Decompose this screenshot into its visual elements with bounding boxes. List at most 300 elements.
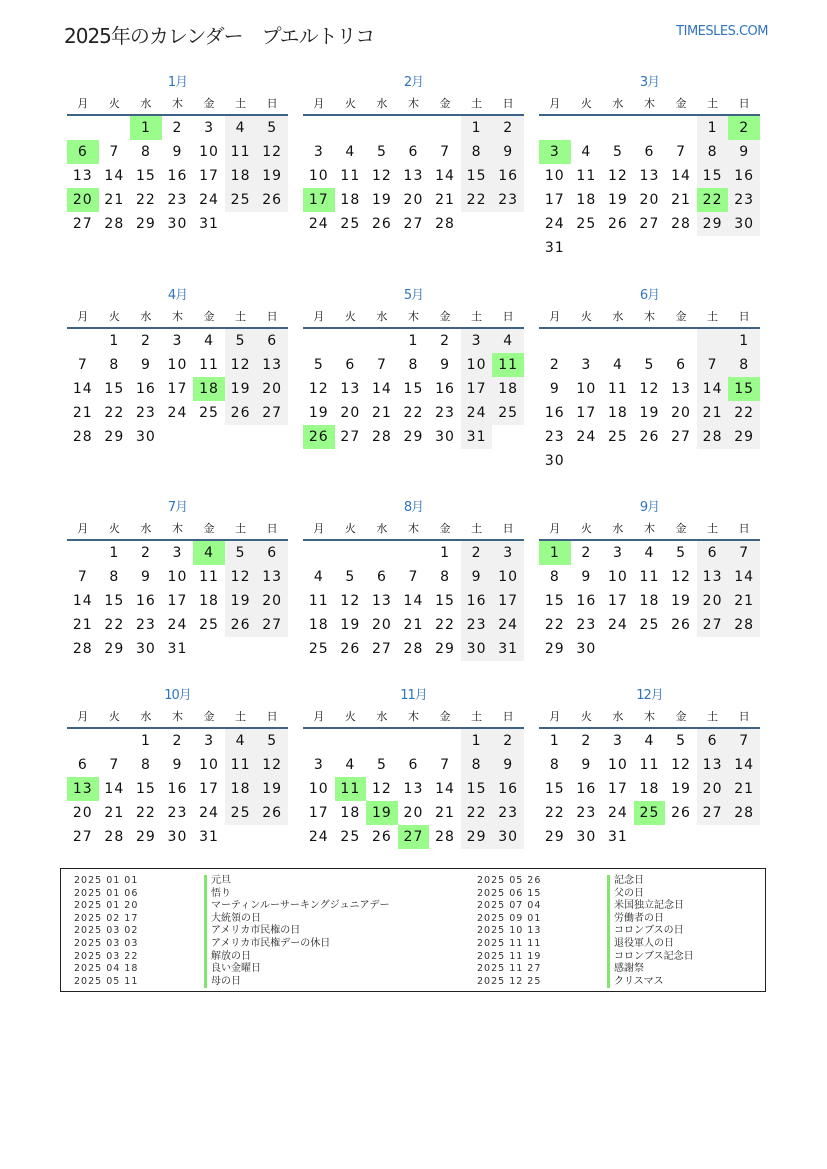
day-cell: 18: [639, 593, 660, 609]
weekday-label: 日: [738, 522, 750, 535]
day-cell: 28: [104, 829, 125, 845]
day-cell: 1: [109, 333, 120, 349]
day-cell: 18: [607, 405, 628, 421]
day-cell: 13: [403, 168, 424, 184]
holiday-date: 2025 11 27: [477, 963, 542, 975]
weekday-header: [539, 707, 760, 727]
month-9: [539, 497, 760, 661]
day-grid: [303, 329, 524, 449]
holiday-row: [74, 888, 389, 901]
empty-cell: [67, 729, 99, 753]
day-cell: 17: [607, 781, 628, 797]
holiday-name: 父の日: [607, 888, 644, 901]
day-cell: 22: [135, 805, 156, 821]
empty-cell: [728, 449, 760, 473]
weekday-label: 土: [235, 710, 247, 723]
weekday-label: 土: [235, 310, 247, 323]
weekday-header: [67, 307, 288, 327]
day-cell: 7: [408, 569, 419, 585]
weekday-label: 金: [439, 97, 451, 110]
day-cell: 9: [140, 357, 151, 373]
weekday-label: 水: [612, 97, 624, 110]
day-cell: 19: [225, 377, 257, 401]
day-cell: 23: [728, 188, 760, 212]
weekday-label: 金: [439, 310, 451, 323]
month-name: 10月: [164, 688, 191, 703]
empty-cell: [539, 116, 571, 140]
weekday-label: 月: [77, 97, 89, 110]
day-cell: 7: [697, 353, 729, 377]
day-cell: 23: [576, 805, 597, 821]
day-cell: 26: [225, 401, 257, 425]
month-name: 12月: [636, 688, 663, 703]
empty-cell: [571, 449, 603, 473]
day-cell: 10: [167, 569, 188, 585]
holiday-name: 労働者の日: [607, 913, 664, 926]
day-cell: 21: [104, 192, 125, 208]
month-name: 6月: [639, 288, 660, 303]
day-cell: 20: [697, 777, 729, 801]
weekday-label: 日: [738, 310, 750, 323]
day-cell: 28: [104, 216, 125, 232]
holiday-name: 感謝祭: [607, 963, 644, 976]
weekday-label: 水: [376, 710, 388, 723]
day-cell: 19: [225, 589, 257, 613]
holiday-date: 2025 03 02: [74, 925, 139, 937]
day-cell: 7: [440, 144, 450, 160]
weekday-label: 木: [171, 310, 183, 323]
day-cell: 4: [225, 729, 257, 753]
weekday-label: 木: [643, 522, 655, 535]
weekday-header: [303, 94, 524, 114]
weekday-label: 金: [439, 522, 451, 535]
holiday-row: [477, 875, 694, 888]
empty-cell: [697, 637, 729, 661]
empty-cell: [366, 541, 398, 565]
day-cell: 19: [256, 164, 288, 188]
day-cell: 1: [140, 733, 151, 749]
day-cell: 7: [728, 729, 760, 753]
weekday-label: 火: [108, 310, 120, 323]
empty-cell: [303, 116, 335, 140]
day-cell: 24: [308, 216, 329, 232]
empty-cell: [665, 329, 697, 353]
day-cell: 8: [549, 757, 560, 773]
weekday-label: 木: [407, 522, 419, 535]
empty-cell: [193, 425, 225, 449]
day-cell: 18: [340, 805, 361, 821]
day-cell: 18: [225, 777, 257, 801]
weekday-header: [67, 707, 288, 727]
day-cell: 22: [544, 617, 565, 633]
month-7: [67, 497, 288, 661]
day-cell: 24: [308, 829, 329, 845]
weekday-label: 金: [203, 97, 215, 110]
empty-cell: [335, 116, 367, 140]
day-cell: 16: [135, 381, 156, 397]
holiday-row: [74, 925, 389, 938]
weekday-header: [67, 94, 288, 114]
day-cell: 5: [225, 541, 257, 565]
day-cell: 17: [303, 188, 335, 212]
day-cell: 4: [644, 545, 655, 561]
day-cell: 15: [461, 164, 493, 188]
day-grid: [539, 116, 760, 260]
day-cell: 9: [492, 140, 524, 164]
day-cell: 29: [697, 212, 729, 236]
day-cell: 25: [607, 429, 628, 445]
weekday-header: [539, 519, 760, 539]
day-cell: 22: [104, 405, 125, 421]
month-name: 9月: [639, 500, 660, 515]
day-cell: 29: [104, 429, 125, 445]
day-cell: 23: [135, 405, 156, 421]
day-cell: 12: [371, 781, 392, 797]
site-link[interactable]: TIMESLES.COM: [676, 24, 768, 39]
empty-cell: [335, 729, 367, 753]
day-cell: 6: [408, 144, 419, 160]
day-cell: 20: [639, 192, 660, 208]
day-grid: [67, 729, 288, 849]
day-cell: 4: [225, 116, 257, 140]
day-cell: 4: [612, 357, 623, 373]
day-cell: 24: [544, 216, 565, 232]
day-cell: 24: [167, 617, 188, 633]
weekday-label: 金: [203, 710, 215, 723]
day-cell: 9: [581, 757, 592, 773]
day-cell: 29: [728, 425, 760, 449]
day-cell: 21: [72, 405, 93, 421]
month-name: 1月: [167, 75, 188, 90]
weekday-label: 火: [580, 710, 592, 723]
weekday-label: 月: [549, 710, 561, 723]
day-cell: 28: [728, 801, 760, 825]
weekday-label: 水: [612, 522, 624, 535]
day-cell: 23: [435, 405, 455, 421]
day-cell: 2: [140, 333, 151, 349]
day-cell: 30: [167, 829, 188, 845]
day-cell: 27: [256, 401, 288, 425]
empty-cell: [728, 825, 760, 849]
day-cell: 25: [340, 216, 361, 232]
day-cell: 14: [104, 781, 125, 797]
day-cell: 26: [256, 801, 288, 825]
month-8: [303, 497, 524, 661]
day-cell: 9: [461, 565, 493, 589]
holiday-name: マーティンルーサーキングジュニアデー: [204, 900, 389, 913]
day-cell: 20: [256, 589, 288, 613]
day-cell: 5: [256, 116, 288, 140]
holiday-row: [74, 875, 389, 888]
day-cell: 14: [104, 168, 125, 184]
day-cell: 31: [167, 641, 188, 657]
day-cell: 2: [492, 116, 524, 140]
empty-cell: [256, 637, 288, 661]
day-cell: 8: [440, 569, 450, 585]
weekday-label: 火: [344, 522, 356, 535]
day-cell: 11: [335, 777, 367, 801]
day-cell: 14: [72, 593, 93, 609]
empty-cell: [67, 329, 99, 353]
day-cell: 18: [340, 192, 361, 208]
weekday-label: 日: [502, 310, 514, 323]
day-cell: 15: [104, 381, 125, 397]
month-name: 3月: [639, 75, 660, 90]
day-cell: 3: [313, 144, 324, 160]
day-cell: 3: [204, 120, 214, 136]
day-cell: 5: [676, 545, 686, 561]
empty-cell: [366, 116, 398, 140]
day-cell: 9: [492, 753, 524, 777]
holiday-date: 2025 01 20: [74, 900, 139, 912]
holiday-date: 2025 05 11: [74, 975, 139, 987]
holiday-name: 退役軍人の日: [607, 938, 674, 951]
day-cell: 11: [492, 353, 524, 377]
day-cell: 11: [340, 168, 361, 184]
day-cell: 24: [461, 401, 493, 425]
day-cell: 17: [167, 381, 188, 397]
weekday-label: 土: [707, 310, 719, 323]
holiday-row: [477, 963, 694, 976]
day-cell: 15: [435, 593, 455, 609]
day-cell: 30: [544, 453, 565, 469]
day-cell: 2: [492, 729, 524, 753]
empty-cell: [492, 425, 524, 449]
day-cell: 17: [308, 805, 329, 821]
day-cell: 13: [340, 381, 361, 397]
day-cell: 24: [576, 429, 597, 445]
empty-cell: [602, 637, 634, 661]
day-cell: 22: [461, 801, 493, 825]
day-cell: 15: [135, 781, 156, 797]
weekday-label: 木: [171, 710, 183, 723]
day-cell: 15: [403, 381, 424, 397]
holiday-row: [477, 938, 694, 951]
month-2: [303, 72, 524, 236]
empty-cell: [225, 212, 257, 236]
day-cell: 17: [607, 593, 628, 609]
day-cell: 25: [225, 801, 257, 825]
day-cell: 21: [72, 617, 93, 633]
weekday-label: 火: [108, 522, 120, 535]
weekday-label: 火: [580, 97, 592, 110]
day-cell: 3: [461, 329, 493, 353]
day-cell: 23: [167, 192, 188, 208]
day-cell: 21: [435, 805, 455, 821]
empty-cell: [99, 729, 131, 753]
day-cell: 23: [576, 617, 597, 633]
day-cell: 4: [581, 144, 592, 160]
month-1: [67, 72, 288, 236]
weekday-header: [539, 307, 760, 327]
day-cell: 24: [607, 617, 628, 633]
day-cell: 25: [199, 617, 219, 633]
day-cell: 19: [366, 801, 398, 825]
holiday-name: 母の日: [204, 976, 241, 989]
empty-cell: [398, 116, 430, 140]
empty-cell: [492, 212, 524, 236]
day-cell: 25: [308, 641, 329, 657]
day-cell: 6: [256, 329, 288, 353]
weekday-label: 木: [643, 710, 655, 723]
day-cell: 28: [671, 216, 691, 232]
empty-cell: [303, 329, 335, 353]
day-cell: 19: [671, 593, 691, 609]
empty-cell: [398, 541, 430, 565]
empty-cell: [634, 825, 666, 849]
weekday-label: 土: [235, 97, 247, 110]
day-cell: 1: [130, 116, 162, 140]
day-cell: 1: [408, 333, 419, 349]
day-cell: 15: [544, 593, 565, 609]
day-cell: 26: [340, 641, 361, 657]
day-cell: 14: [697, 377, 729, 401]
day-grid: [303, 541, 524, 661]
holiday-row: [477, 913, 694, 926]
day-cell: 28: [72, 641, 93, 657]
day-cell: 25: [639, 617, 660, 633]
empty-cell: [225, 637, 257, 661]
weekday-label: 月: [77, 710, 89, 723]
holiday-name: 米国独立記念日: [607, 900, 684, 913]
empty-cell: [665, 236, 697, 260]
day-grid: [303, 729, 524, 849]
day-cell: 3: [313, 757, 324, 773]
day-cell: 3: [539, 140, 571, 164]
empty-cell: [602, 236, 634, 260]
day-cell: 17: [199, 168, 219, 184]
day-cell: 11: [225, 140, 257, 164]
weekday-label: 日: [738, 710, 750, 723]
weekday-label: 水: [140, 710, 152, 723]
day-cell: 9: [172, 144, 183, 160]
day-cell: 3: [172, 545, 183, 561]
weekday-label: 月: [549, 97, 561, 110]
empty-cell: [256, 425, 288, 449]
weekday-label: 日: [266, 310, 278, 323]
day-cell: 3: [204, 733, 214, 749]
weekday-label: 金: [675, 710, 687, 723]
month-name: 4月: [167, 288, 188, 303]
day-cell: 3: [172, 333, 183, 349]
day-cell: 26: [607, 216, 628, 232]
day-cell: 23: [492, 188, 524, 212]
empty-cell: [429, 116, 461, 140]
empty-cell: [256, 212, 288, 236]
holiday-row: [74, 913, 389, 926]
weekday-label: 土: [707, 710, 719, 723]
day-cell: 25: [225, 188, 257, 212]
page-title: 2025年のカレンダー プエルトリコ: [64, 24, 375, 48]
day-cell: 30: [492, 825, 524, 849]
weekday-label: 金: [203, 310, 215, 323]
day-cell: 7: [109, 757, 120, 773]
day-cell: 12: [671, 757, 691, 773]
day-cell: 11: [199, 569, 219, 585]
day-cell: 13: [256, 353, 288, 377]
day-cell: 7: [676, 144, 686, 160]
weekday-label: 木: [407, 710, 419, 723]
weekday-label: 水: [140, 97, 152, 110]
weekday-label: 土: [471, 710, 483, 723]
day-cell: 22: [461, 188, 493, 212]
day-cell: 15: [544, 781, 565, 797]
empty-cell: [634, 236, 666, 260]
day-cell: 14: [403, 593, 424, 609]
day-cell: 10: [199, 757, 219, 773]
day-cell: 29: [461, 825, 493, 849]
day-cell: 25: [492, 401, 524, 425]
month-12: [539, 685, 760, 849]
holiday-row: [477, 888, 694, 901]
day-cell: 14: [728, 565, 760, 589]
empty-cell: [697, 449, 729, 473]
day-grid: [539, 729, 760, 849]
day-cell: 18: [193, 377, 225, 401]
day-cell: 27: [697, 613, 729, 637]
day-cell: 10: [308, 781, 329, 797]
day-cell: 2: [461, 541, 493, 565]
day-cell: 10: [607, 757, 628, 773]
empty-cell: [634, 637, 666, 661]
holiday-column-left: [74, 875, 389, 988]
day-cell: 2: [172, 733, 183, 749]
holiday-date: 2025 03 03: [74, 937, 139, 949]
day-cell: 13: [639, 168, 660, 184]
day-cell: 4: [204, 333, 214, 349]
empty-cell: [225, 825, 257, 849]
weekday-label: 日: [266, 97, 278, 110]
empty-cell: [634, 116, 666, 140]
day-cell: 30: [576, 829, 597, 845]
day-cell: 15: [104, 593, 125, 609]
day-cell: 8: [728, 353, 760, 377]
day-cell: 14: [371, 381, 392, 397]
weekday-label: 土: [707, 97, 719, 110]
day-cell: 1: [549, 733, 560, 749]
day-cell: 12: [607, 168, 628, 184]
empty-cell: [461, 212, 493, 236]
day-cell: 7: [376, 357, 387, 373]
day-cell: 9: [140, 569, 151, 585]
day-cell: 27: [340, 429, 361, 445]
day-grid: [539, 541, 760, 661]
day-cell: 12: [308, 381, 329, 397]
weekday-label: 土: [471, 97, 483, 110]
day-cell: 13: [697, 565, 729, 589]
day-cell: 20: [371, 617, 392, 633]
day-cell: 5: [676, 733, 686, 749]
day-cell: 16: [492, 164, 524, 188]
empty-cell: [665, 449, 697, 473]
day-cell: 1: [109, 545, 120, 561]
holiday-date: 2025 12 25: [477, 975, 542, 987]
day-cell: 2: [581, 733, 592, 749]
empty-cell: [665, 825, 697, 849]
empty-cell: [225, 425, 257, 449]
day-cell: 17: [461, 377, 493, 401]
day-cell: 11: [199, 357, 219, 373]
empty-cell: [665, 637, 697, 661]
day-cell: 17: [167, 593, 188, 609]
day-cell: 13: [371, 593, 392, 609]
day-cell: 10: [167, 357, 188, 373]
empty-cell: [429, 729, 461, 753]
day-cell: 1: [440, 545, 450, 561]
day-cell: 10: [576, 381, 597, 397]
day-cell: 2: [549, 357, 560, 373]
day-cell: 14: [435, 781, 455, 797]
